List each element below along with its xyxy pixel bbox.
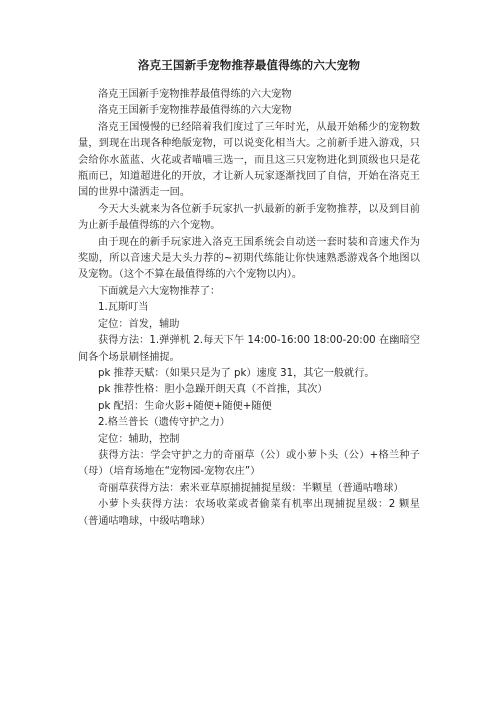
paragraph: 小萝卜头获得方法：农场收菜或者偷菜有机率出现捕捉星级：2 颗星（普通咕噜球，中级咕噜球） <box>78 499 420 527</box>
paragraph: pk 推荐天赋：（如果只是为了 pk）速度 31，其它一般就行。 <box>98 367 375 379</box>
paragraph: 下面就是六大宠物推荐了： <box>98 285 221 297</box>
paragraph: pk 配招：生命火影+随便+随便+随便 <box>98 400 272 412</box>
paragraph: 奇丽草获得方法：索米亚草原捕捉捕捉星级：半颗星（普通咕噜球） <box>98 482 404 494</box>
paragraph: 由于现在的新手玩家进入洛克王国系统会自动送一套时装和音速犬作为奖励，所以音速犬是大头力荐的~初期代练能让你快速熟悉游戏各个地图以及宠物。（这个不算在最值得练的六个宠物以内）。 <box>78 236 420 281</box>
paragraph: 洛克王国慢慢的已经陪着我们度过了三年时光，从最开始稀少的宠物数量，到现在出现各种绝版宠物，可以说变化相当大。之前新手进入游戏，只会给你水蓝蓝、火花或者喵喵三选一，而且这三只宠物进化到顶级也只是花瓶而已，知道超进化的开放，才让新人玩家逐渐找回了自信，开始在洛克王国的世界中潇洒走一回。 <box>78 121 420 199</box>
paragraph: 1.瓦斯叮当 <box>98 302 149 314</box>
paragraph: 获得方法：学会守护之力的奇丽草（公）或小萝卜头（公）+格兰种子（母）（培育场地在“宠物园-宠物农庄”） <box>78 449 420 478</box>
paragraph: 洛克王国新手宠物推荐最值得练的六大宠物 <box>98 89 292 100</box>
paragraph: pk 推荐性格：胆小急躁开朗天真（不首推，其次） <box>98 384 328 396</box>
paragraph: 定位：首发，辅助 <box>98 318 180 330</box>
paragraph: 2.格兰普长（遗传守护之力） <box>98 417 230 429</box>
document-title: 洛克王国新手宠物推荐最值得练的六大宠物 <box>137 58 361 72</box>
paragraph: 定位：辅助，控制 <box>98 433 180 445</box>
paragraph: 今天大头就来为各位新手玩家扒一扒最新的新手宠物推荐，以及到目前为止新手最值得练的六个宠物。 <box>78 203 420 232</box>
paragraph: 获得方法：1.弹弹机 2.每天下午 14:00-16:00 18:00-20:00 在幽暗空间各个场景刷怪捕捉。 <box>78 335 420 363</box>
document-page <box>78 58 420 530</box>
paragraph: 洛克王国新手宠物推荐最值得练的六大宠物 <box>98 105 292 117</box>
